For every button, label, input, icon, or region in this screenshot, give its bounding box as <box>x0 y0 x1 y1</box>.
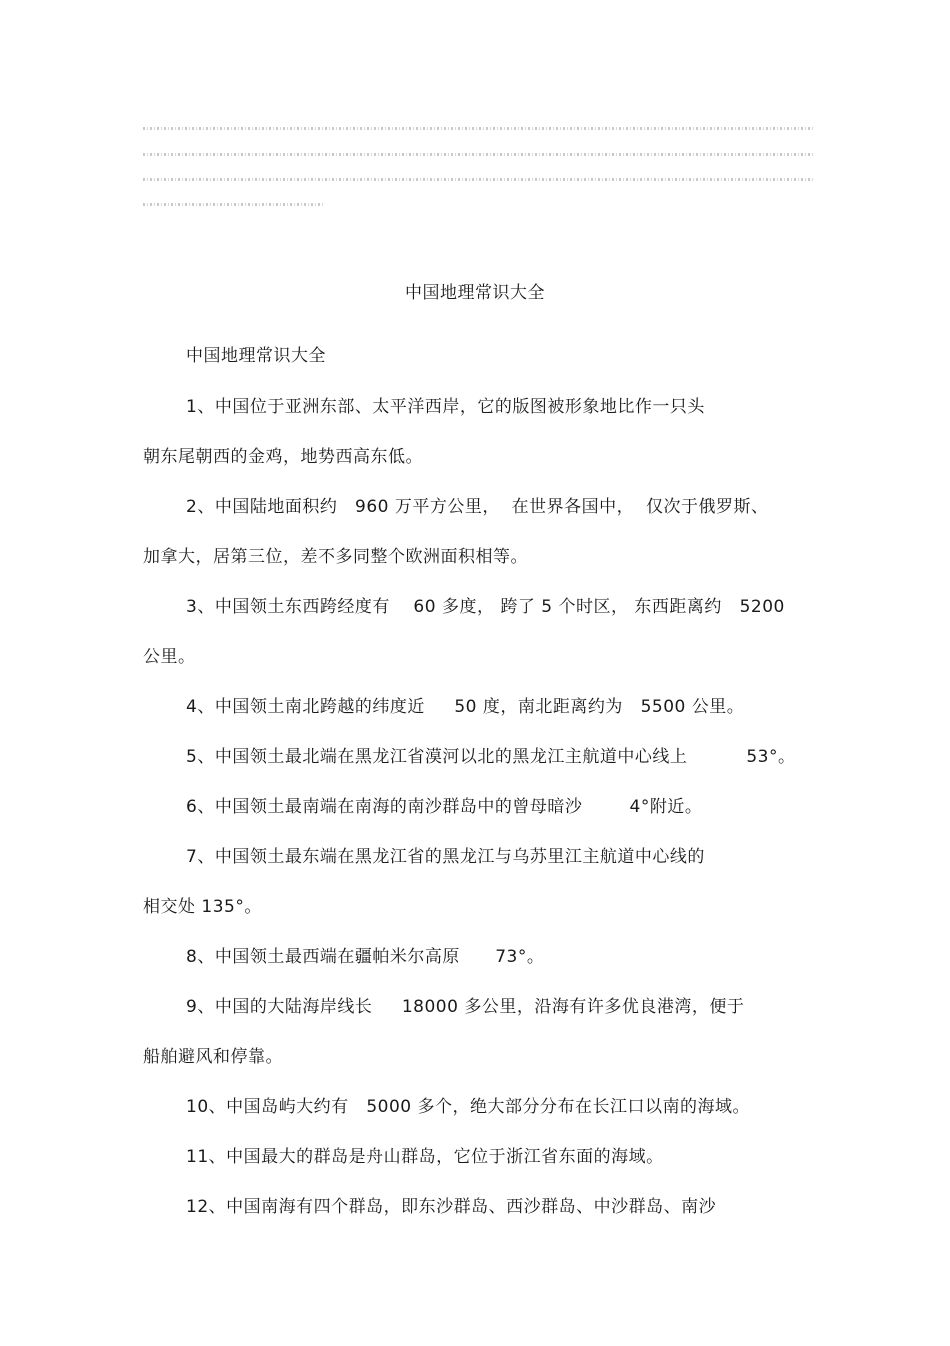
document-subtitle: 中国地理常识大全 <box>186 346 326 366</box>
paragraph-line: 6、中国领土最南端在南海的南沙群岛中的曾母暗沙 4°附近。 <box>186 797 703 817</box>
paragraph-line: 10、中国岛屿大约有 5000 多个，绝大部分分布在长江口以南的海域。 <box>186 1097 751 1117</box>
paragraph-line: 1、中国位于亚洲东部、太平洋西岸，它的版图被形象地比作一只头 <box>186 397 705 417</box>
paragraph-line: 8、中国领土最西端在疆帕米尔高原 73°。 <box>186 947 545 967</box>
paragraph-line: 加拿大，居第三位，差不多同整个欧洲面积相等。 <box>143 547 528 567</box>
paragraph-line: 4、中国领土南北跨越的纬度近 50 度，南北距离约为 5500 公里。 <box>186 697 745 717</box>
paragraph-line: 船舶避风和停靠。 <box>143 1047 283 1067</box>
document-title: 中国地理常识大全 <box>405 283 545 303</box>
paragraph-line: 5、中国领土最北端在黑龙江省漠河以北的黑龙江主航道中心线上 53°。 <box>186 747 796 767</box>
faded-text-line <box>143 178 815 181</box>
paragraph-line: 9、中国的大陆海岸线长 18000 多公里，沿海有许多优良港湾，便于 <box>186 997 745 1017</box>
faded-text-line <box>143 153 815 156</box>
faded-text-line <box>143 203 325 206</box>
paragraph-line: 公里。 <box>143 647 196 667</box>
faded-text-line <box>143 127 815 130</box>
paragraph-line: 11、中国最大的群岛是舟山群岛，它位于浙江省东面的海域。 <box>186 1147 664 1167</box>
paragraph-line: 7、中国领土最东端在黑龙江省的黑龙江与乌苏里江主航道中心线的 <box>186 847 705 867</box>
paragraph-line: 12、中国南海有四个群岛，即东沙群岛、西沙群岛、中沙群岛、南沙 <box>186 1197 717 1217</box>
paragraph-line: 朝东尾朝西的金鸡，地势西高东低。 <box>143 447 423 467</box>
paragraph-line: 2、中国陆地面积约 960 万平方公里， 在世界各国中， 仅次于俄罗斯、 <box>186 497 769 517</box>
paragraph-line: 3、中国领土东西跨经度有 60 多度， 跨了 5 个时区， 东西距离约 5200 <box>186 597 785 617</box>
paragraph-line: 相交处 135°。 <box>143 897 262 917</box>
